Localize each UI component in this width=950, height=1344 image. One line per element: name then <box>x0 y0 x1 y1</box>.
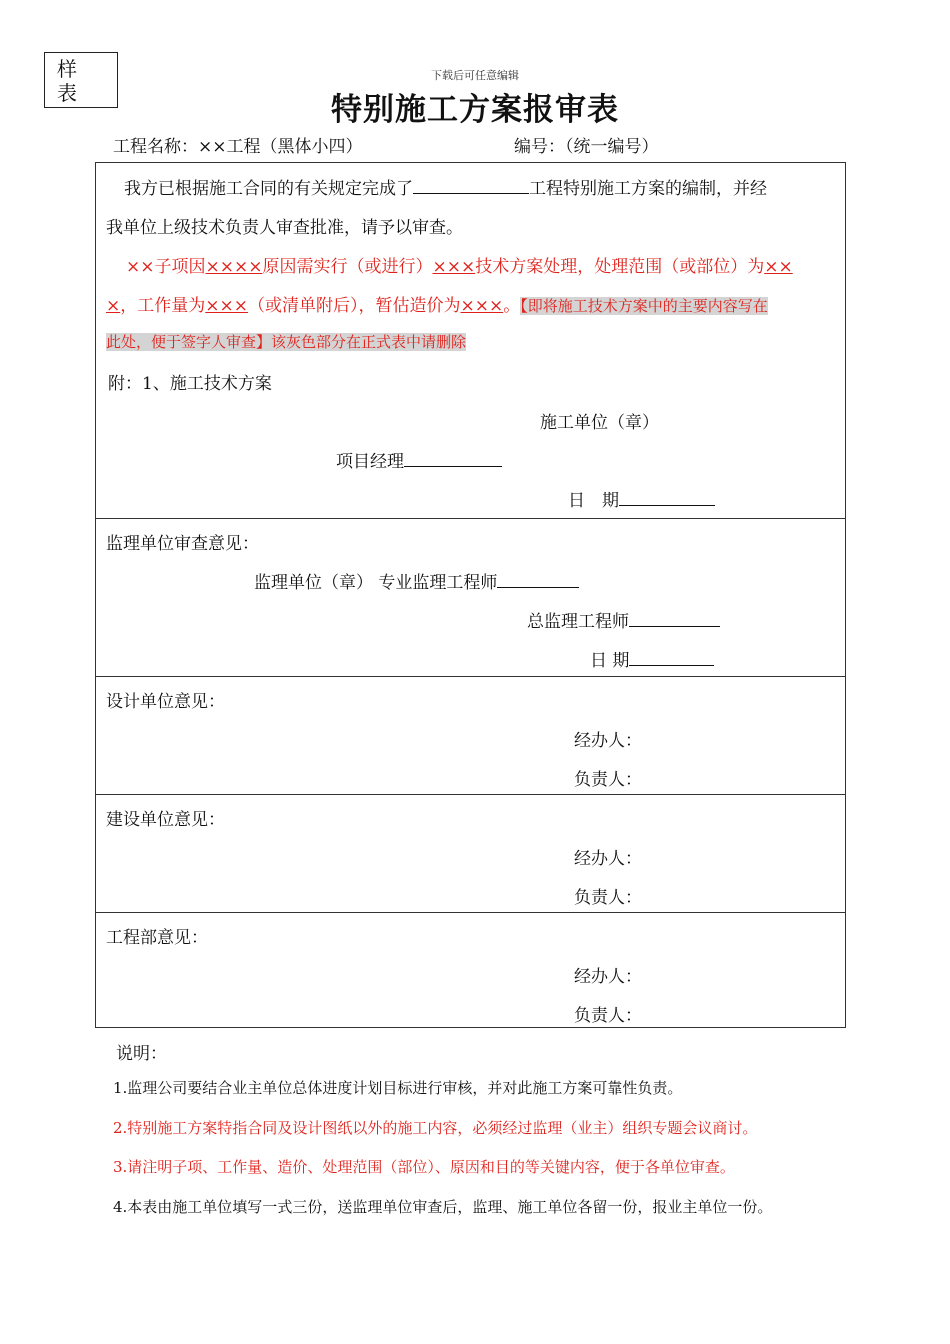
red-text-k: ××× <box>460 296 504 316</box>
note-item-4: 4.本表由施工单位填写一式三份，送监理单位审查后，监理、施工单位各留一份，报业主单位一份。 <box>113 1198 773 1216</box>
red-text-l: 。 <box>503 296 521 316</box>
gray-note-b: 此处，便于签字人审查】该灰色部分在正式表中请删除 <box>106 333 467 351</box>
approval-form <box>95 162 846 1028</box>
red-para-line-1 <box>126 252 793 277</box>
engineering-section <box>96 912 845 1027</box>
engineering-heading: 工程部意见： <box>106 928 208 948</box>
para1-text-a: 我方已根据施工合同的有关规定完成了 <box>124 179 413 199</box>
attachment-label: 附：1、施工技术方案 <box>108 374 272 394</box>
red-text-b: ×××× <box>205 257 263 277</box>
supervision-engineer-label: 监理单位（章） 专业监理工程师 <box>254 573 498 593</box>
contractor-date-field[interactable] <box>619 489 715 506</box>
note-item-1: 1.监理公司要结合业主单位总体进度计划目标进行审核，并对此施工方案可靠性负责。 <box>113 1079 683 1097</box>
red-text-c: 原因需实行（或进行） <box>262 257 433 277</box>
contractor-section <box>96 163 845 518</box>
page-title: 特别施工方案报审表 <box>331 92 619 128</box>
contractor-date-label: 日 期 <box>568 491 619 511</box>
supervision-date-field[interactable] <box>629 649 714 666</box>
red-text-a: ××子项因 <box>126 257 206 277</box>
supervision-section <box>96 518 845 676</box>
red-text-j: （或清单附后），暂估造价为 <box>247 296 461 316</box>
owner-responsible-label: 负责人： <box>574 888 642 908</box>
design-section <box>96 676 845 794</box>
project-name-label: 工程名称：××工程（黑体小四） <box>113 137 363 157</box>
red-text-g: × <box>106 296 121 316</box>
owner-section <box>96 794 845 912</box>
red-text-h: ，工作量为 <box>120 296 206 316</box>
project-manager-label: 项目经理 <box>336 452 404 472</box>
supervision-date-label: 日 期 <box>590 651 630 671</box>
notes-heading: 说明： <box>116 1044 167 1064</box>
red-para-line-2 <box>106 291 768 316</box>
project-manager-signature-field[interactable] <box>404 450 502 467</box>
design-responsible-label: 负责人： <box>574 770 642 790</box>
red-text-i: ××× <box>205 296 248 316</box>
chief-supervisor-row <box>527 607 720 632</box>
engineering-handler-label: 经办人： <box>574 967 642 987</box>
supervision-engineer-signature-field[interactable] <box>497 571 579 588</box>
supervision-heading: 监理单位审查意见： <box>106 534 259 554</box>
contractor-para-line-1 <box>124 174 767 199</box>
red-para-line-3 <box>106 331 466 352</box>
project-manager-row <box>336 447 502 472</box>
red-text-e: 技术方案处理，处理范围（或部位）为 <box>475 257 765 277</box>
owner-heading: 建设单位意见： <box>106 810 225 830</box>
owner-handler-label: 经办人： <box>574 849 642 869</box>
design-handler-label: 经办人： <box>574 731 642 751</box>
contractor-date-row <box>568 486 715 511</box>
project-blank-field[interactable] <box>413 177 529 194</box>
top-note: 下载后可任意编辑 <box>431 69 519 82</box>
note-item-2: 2.特别施工方案特指合同及设计图纸以外的施工内容，必须经过监理（业主）组织专题会议商讨。 <box>113 1119 758 1137</box>
stamp-line-1: 样 <box>57 57 77 81</box>
red-text-f: ×× <box>764 257 793 277</box>
chief-supervisor-label: 总监理工程师 <box>527 612 629 632</box>
contractor-seal-label: 施工单位（章） <box>540 413 659 433</box>
note-item-3: 3.请注明子项、工作量、造价、处理范围（部位）、原因和目的等关键内容，便于各单位审查。 <box>113 1158 735 1176</box>
design-heading: 设计单位意见： <box>106 692 225 712</box>
form-number-label: 编号：（统一编号） <box>514 137 659 157</box>
engineering-responsible-label: 负责人： <box>574 1006 642 1026</box>
red-text-d: ××× <box>432 257 476 277</box>
stamp-line-2: 表 <box>57 81 77 105</box>
chief-supervisor-signature-field[interactable] <box>629 610 720 627</box>
contractor-para-line-2: 我单位上级技术负责人审查批准，请予以审查。 <box>106 218 463 238</box>
para1-text-b: 工程特别施工方案的编制，并经 <box>529 179 767 199</box>
supervision-engineer-row <box>254 568 579 593</box>
supervision-date-row <box>590 646 714 671</box>
gray-note-a: 【即将施工技术方案中的主要内容写在 <box>520 297 768 315</box>
